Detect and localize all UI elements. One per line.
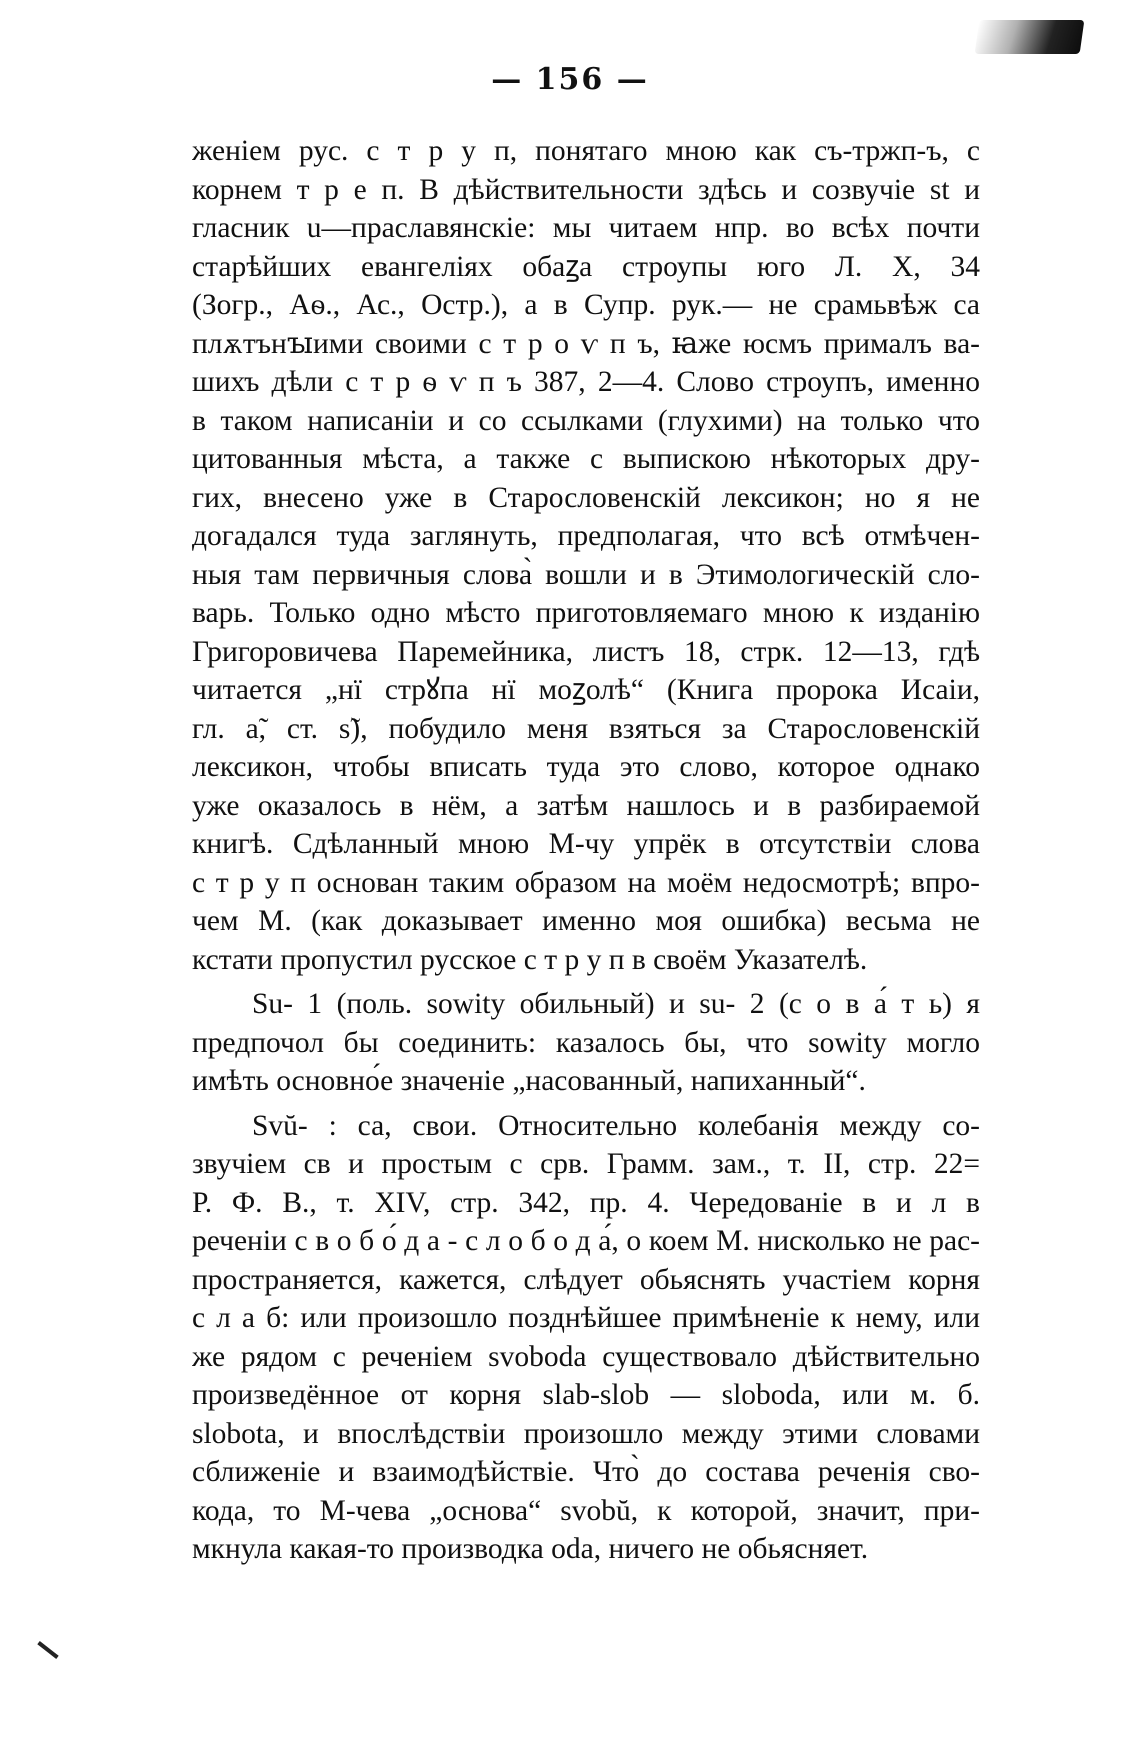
text-line: Svŭ- : са, свои. Относительно колебанія между со- bbox=[252, 1109, 980, 1142]
text-line: кода, то М-чева „основа“ svobŭ, к которой, значит, при- bbox=[192, 1494, 980, 1527]
text-line: цитованныя мѣста, а также с выпискою нѣкоторых дру- bbox=[192, 443, 980, 475]
text-line: гл. а̃, ст. ѕ̃), побудило меня взяться за Старословенскій bbox=[192, 712, 980, 745]
text-line: шихъ дѣли с т р ѳ ѵ п ъ 387, 2—4. Слово строупъ, именно bbox=[192, 366, 980, 398]
text-line: сближеніе и взаимодѣйствіе. Что̀ до состава реченія сво- bbox=[192, 1456, 980, 1488]
text-line: звучіем св и простым с срв. Грамм. зам., т. II, стр. 22= bbox=[192, 1148, 980, 1180]
margin-scan-mark bbox=[37, 1641, 58, 1659]
text-line: уже оказалось в нём, а затѣм нашлось и в разбираемой bbox=[192, 789, 980, 822]
text-line: с т р у п основан таким образом на моём недосмотрѣ; впро- bbox=[192, 866, 980, 899]
text-line: (Зогр., Аѳ., Ас., Остр.), а в Супр. рук.— не срамьвѣж са bbox=[192, 289, 980, 321]
text-line: ныя там первичныя слова̀ вошли и в Этимологическій сло- bbox=[192, 558, 980, 591]
paragraph-2 bbox=[192, 985, 980, 1101]
page-number: — 156 — bbox=[491, 62, 649, 97]
text-line: гласник u—праславянскіе: мы читаем нпр. во всѣх почти bbox=[192, 212, 980, 244]
text-line: кстати пропустил русское с т р у п в своём Указателѣ. bbox=[192, 943, 868, 976]
text-line: догадался туда заглянуть, предполагая, что всѣ отмѣчен- bbox=[192, 520, 980, 552]
text-line: Su- 1 (поль. sowity обильный) и su- 2 (с о в а́ т ь) я bbox=[252, 988, 980, 1020]
text-line: реченіи с в о б о́ д а - с л о б о д а́, о коем М. нисколько не рас- bbox=[192, 1225, 980, 1257]
text-line: slobota, и впослѣдствіи произошло между этими словами bbox=[192, 1417, 980, 1450]
paragraph-3 bbox=[192, 1107, 980, 1569]
text-line: плѫтънꙑими своими с т р о ѵ п ъ, ꙗже юсмъ прималъ ва- bbox=[192, 327, 980, 360]
text-line: Григоровичева Паремейника, листъ 18, стрк. 12—13, гдѣ bbox=[192, 635, 980, 668]
text-line: же рядом с реченіем svoboda существовало дѣйствительно bbox=[192, 1340, 980, 1373]
text-line: читается „нї стрꙋпа нї моꙁолѣ“ (Книга пророка Исаіи, bbox=[192, 674, 980, 706]
text-line: Р. Ф. В., т. XIV, стр. 342, пр. 4. Чередованіе в и л в bbox=[192, 1186, 980, 1219]
text-line: имѣть основно́е значеніе „насованный, напиханный“. bbox=[192, 1065, 866, 1097]
paragraph-1 bbox=[192, 132, 980, 979]
text-line: предпочол бы соединить: казалось бы, что sowity могло bbox=[192, 1026, 980, 1059]
corner-scan-mark bbox=[975, 20, 1085, 54]
text-line: женіем рус. с т р у п, понятаго мною как съ-тржп-ъ, с bbox=[192, 135, 980, 167]
text-line: гих, внесено уже в Старословенскій лексикон; но я не bbox=[192, 481, 980, 514]
text-line: корнем т р е п. В дѣйствительности здѣсь и созвучіе st и bbox=[192, 173, 980, 206]
text-line: в таком написаніи и со ссылками (глухими) на только что bbox=[192, 404, 980, 437]
page-body bbox=[192, 132, 980, 1569]
text-line: с л а б: или произошло позднѣйшее примѣненіе к нему, или bbox=[192, 1302, 980, 1334]
text-line: мкнула какая-то производка oda, ничего не обьясняет. bbox=[192, 1533, 869, 1565]
text-line: лексикон, чтобы вписать туда это слово, которое однако bbox=[192, 751, 980, 783]
text-line: книгѣ. Сдѣланный мною М-чу упрёк в отсутствіи слова bbox=[192, 828, 980, 860]
text-line: варь. Только одно мѣсто приготовляемаго мною к изданію bbox=[192, 597, 980, 629]
text-line: пространяется, кажется, слѣдует обьяснять участіем корня bbox=[192, 1263, 980, 1296]
text-line: чем М. (как доказывает именно моя ошибка) весьма не bbox=[192, 905, 980, 937]
text-line: произведённое от корня slab-slob — sloboda, или м. б. bbox=[192, 1379, 980, 1411]
text-line: старѣйших евангеліях обаꙁа строупы юго Л. X, 34 bbox=[192, 250, 980, 283]
